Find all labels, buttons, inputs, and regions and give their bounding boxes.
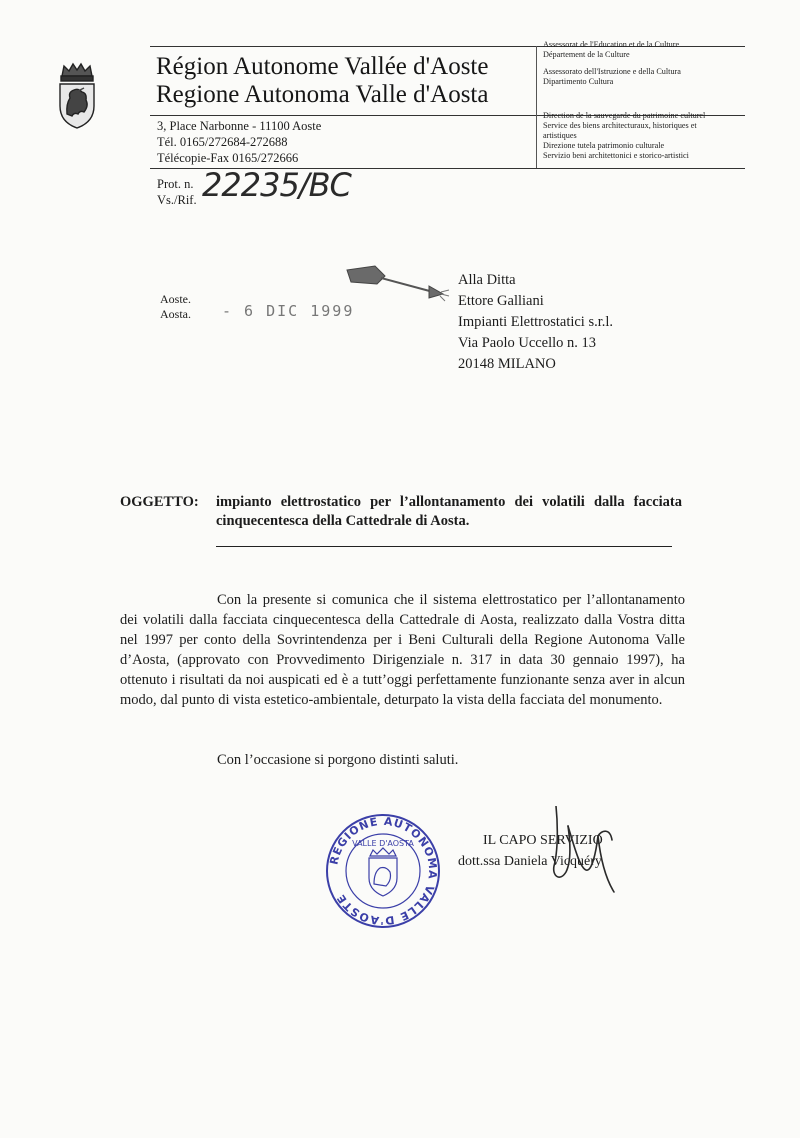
arrow-stamp-icon <box>345 262 453 302</box>
address-line: 3, Place Narbonne - 11100 Aoste <box>157 119 322 133</box>
dept-line: Département de la Culture <box>543 50 630 59</box>
date-stamp: - 6 DIC 1999 <box>222 302 355 320</box>
header-address-block <box>157 118 321 166</box>
recipient-line: Alla Ditta <box>458 272 516 288</box>
subject-underline <box>216 546 672 547</box>
phone-line: Tél. 0165/272684-272688 <box>157 135 288 149</box>
official-seal-stamp <box>324 812 442 930</box>
closing-paragraph: Con l’occasione si porgono distinti saluti. <box>217 752 459 768</box>
recipient-line: Via Paolo Uccello n. 13 <box>458 335 597 351</box>
dept-line: Dipartimento Cultura <box>543 77 614 86</box>
dept-line: artistiques <box>543 131 577 140</box>
subject-label: OGGETTO: <box>120 494 199 510</box>
fax-line: Télécopie-Fax 0165/272666 <box>157 151 299 165</box>
seal-inner-text: VALLE D'AOSTA <box>352 839 414 848</box>
place-italian: Aosta. <box>160 307 191 321</box>
dept-line: Direction de la sauvegarde du patrimoine culturel <box>543 111 706 120</box>
place-french: Aoste. <box>160 292 191 306</box>
region-title-french: Région Autonome Vallée d'Aoste <box>156 53 489 80</box>
dept-line: Service des biens architecturaux, historiques et <box>543 121 697 130</box>
recipient-line: Impianti Elettrostatici s.r.l. <box>458 314 614 330</box>
body-paragraph: Con la presente si comunica che il sistema elettrostatico per l’allontanamento dei volatili dalla facciata cinquecentesca della Cattedrale di Aosta, realizzato dalla Vostra ditta nel 1997 per conto della Sovrintendenza per i Beni Culturali della Regione Autonoma Valle d’Aosta, (approvato con Provvedimento Dirigenziale n. 317 in data 30 gennaio 1997), ha ottenuto i risultati da noi auspicati ed è a tutt’oggi perfettamente funzionante senza aver in alcun modo, dal punto di vista estetico-ambientale, deturpato la vista della facciata del monumento. <box>120 592 685 708</box>
signatory-role: IL CAPO SERVIZIO <box>483 833 603 848</box>
dept-line: Assessorato dell'Istruzione e della Cultura <box>543 67 681 76</box>
svg-text:REGIONE AUTONOMA VALLE D'AOSTE <box>327 815 439 927</box>
recipient-address-block <box>458 270 613 375</box>
department-block-bottom <box>543 111 705 161</box>
dept-line: Assessorat de l'Education et de la Culture <box>543 40 680 49</box>
coat-of-arms-logo <box>56 62 98 130</box>
region-title-italian: Regione Autonoma Valle d'Aosta <box>156 81 489 108</box>
recipient-line: Ettore Galliani <box>458 293 544 309</box>
recipient-line: 20148 MILANO <box>458 356 556 372</box>
protocol-label: Prot. n. <box>157 177 194 191</box>
seal-ring-text: REGIONE AUTONOMA VALLE D'AOSTE <box>327 814 440 928</box>
dept-line: Servizio beni architettonici e storico-artistici <box>543 151 689 160</box>
department-block-top <box>543 40 681 87</box>
reference-label: Vs./Rif. <box>157 193 197 207</box>
protocol-number-handwritten: 22235/BC <box>202 166 351 204</box>
handwritten-signature <box>540 806 630 896</box>
signatory-name: dott.ssa Daniela Vicquéry <box>458 854 602 869</box>
dept-line: Direzione tutela patrimonio culturale <box>543 141 665 150</box>
subject-text: impianto elettrostatico per l’allontanamento dei volatili dalla facciata cinquecentesca della Cattedrale di Aosta. <box>216 494 682 529</box>
